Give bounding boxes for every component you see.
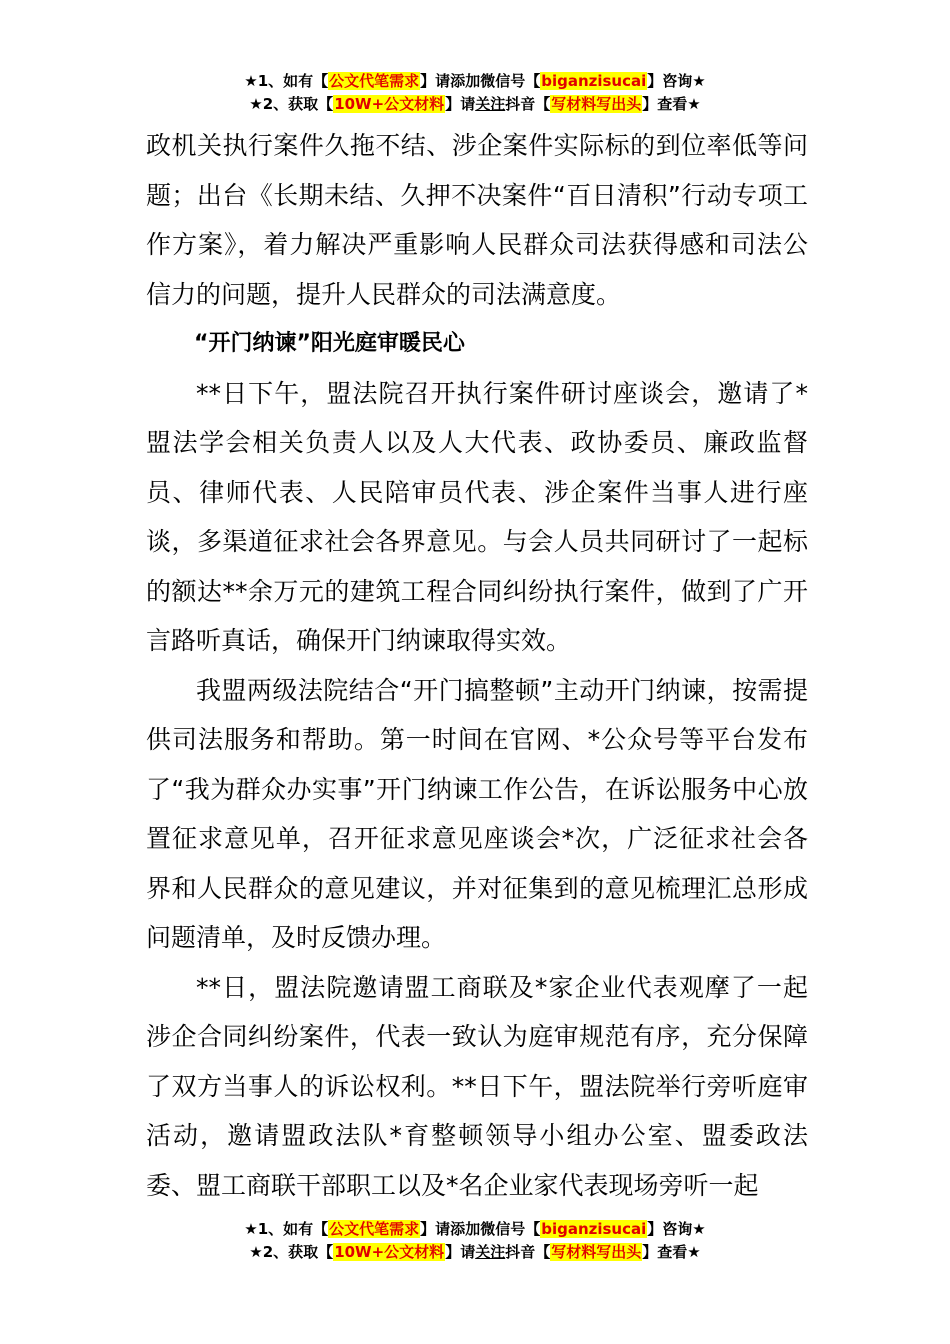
promo-text: 微信号【 xyxy=(480,72,541,90)
promo-emphasis: 关注 xyxy=(475,1243,506,1261)
promo-text: ★1、如有【 xyxy=(244,1220,329,1238)
promo-highlight: biganzisucai xyxy=(541,1220,647,1238)
promo-line-2 xyxy=(0,93,950,116)
promo-text: 】请添 xyxy=(420,1220,466,1238)
promo-text: 微信号【 xyxy=(480,1220,541,1238)
promo-text: 抖音【 xyxy=(505,95,551,113)
top-promo-banner xyxy=(0,70,950,116)
promo-text: ★2、获取【 xyxy=(249,95,334,113)
promo-highlight: biganzisucai xyxy=(541,72,647,90)
promo-highlight: 写材料写出头 xyxy=(551,95,642,113)
promo-text: 】请 xyxy=(445,95,476,113)
promo-text: ★2、获取【 xyxy=(249,1243,334,1261)
paragraph-3: 我盟两级法院结合“开门搞整顿”主动开门纳谏，按需提供司法服务和帮助。第一时间在官网、*公众号等平台发布了“我为群众办实事”开门纳谏工作公告，在诉讼服务中心放置征求意见单，召开征求意见座谈会*次，广泛征求社会各界和人民群众的意见建议，并对征集到的意见梳理汇总形成问题清单，及时反馈办理。 xyxy=(146,675,808,952)
document-body xyxy=(146,121,808,1210)
promo-text: 】请添 xyxy=(420,72,466,90)
promo-emphasis: 加 xyxy=(465,72,481,90)
promo-text: ★1、如有【 xyxy=(244,72,329,90)
promo-highlight: 10W+公文材料 xyxy=(334,1243,445,1261)
promo-highlight: 写材料写出头 xyxy=(551,1243,642,1261)
promo-line-1 xyxy=(0,1218,950,1241)
promo-text: 】咨询★ xyxy=(647,72,706,90)
promo-highlight: 公文代笔需求 xyxy=(329,1220,420,1238)
promo-text: 】咨询★ xyxy=(647,1220,706,1238)
section-heading: “开门纳谏”阳光庭审暖民心 xyxy=(194,331,465,356)
promo-line-1 xyxy=(0,70,950,93)
promo-emphasis: 加 xyxy=(465,1220,481,1238)
promo-text: 抖音【 xyxy=(505,1243,551,1261)
promo-text: 】查看★ xyxy=(642,1243,701,1261)
promo-highlight: 10W+公文材料 xyxy=(334,95,445,113)
paragraph-4: **日，盟法院邀请盟工商联及*家企业代表观摩了一起涉企合同纠纷案件，代表一致认为庭审规范有序，充分保障了双方当事人的诉讼权利。**日下午，盟法院举行旁听庭审活动，邀请盟政法队*育整顿领导小组办公室、盟委政法委、盟工商联干部职工以及*名企业家代表现场旁听一起 xyxy=(146,972,808,1200)
promo-emphasis: 关注 xyxy=(475,95,506,113)
promo-text: 】查看★ xyxy=(642,95,701,113)
promo-text: 】请 xyxy=(445,1243,476,1261)
promo-line-2 xyxy=(0,1241,950,1264)
promo-highlight: 公文代笔需求 xyxy=(329,72,420,90)
paragraph-2: **日下午，盟法院召开执行案件研讨座谈会，邀请了*盟法学会相关负责人以及人大代表、政协委员、廉政监督员、律师代表、人民陪审员代表、涉企案件当事人进行座谈，多渠道征求社会各界意见。与会人员共同研讨了一起标的额达**余万元的建筑工程合同纠纷执行案件，做到了广开言路听真话，确保开门纳谏取得实效。 xyxy=(146,378,808,655)
paragraph-1: 政机关执行案件久拖不结、涉企案件实际标的到位率低等问题；出台《长期未结、久押不决案件“百日清积”行动专项工作方案》，着力解决严重影响人民群众司法获得感和司法公信力的问题，提升人民群众的司法满意度。 xyxy=(146,131,808,309)
bottom-promo-banner xyxy=(0,1218,950,1264)
